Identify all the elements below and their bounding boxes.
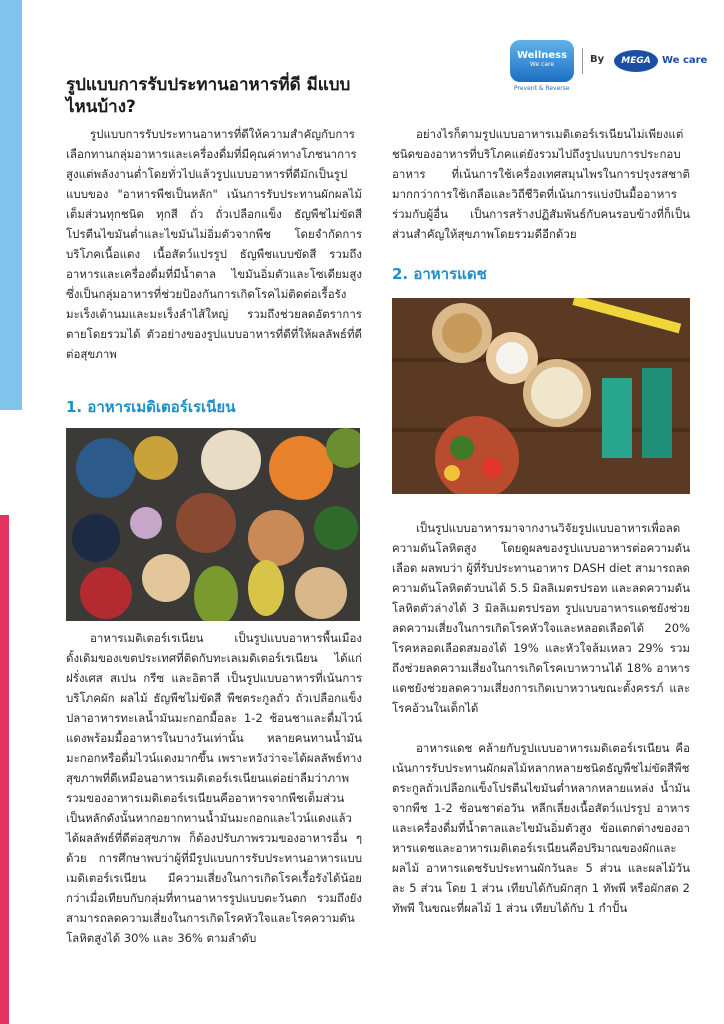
decorative-blue-stripe	[0, 0, 22, 410]
logo-divider	[582, 48, 583, 74]
section2-paragraph-2: อาหารแดช คล้ายกับรูปแบบอาหารเมดิเตอร์เรเนียน คือเน้นการรับประทานผักผลไม้หลากหลายชนิดธัญพืชไม่ขัดสีพืชตระกูลถั่วเปลือกแข็งโปรตีนไขมันต่ำหลากหลายแหล่ง น้ำมันจากพืช 1-2 ช้อนชาต่อวัน หลีกเลี่ยงเนื้อสัตว์แปรรูป อาหารและเครื่องดื่มที่น้ำตาลและไขมันอิ่มตัวสูง ข้อแตกต่างของอาหารแดชและอาหารเมดิเตอร์เรเนียนคือปริมาณของผักและผลไม้ อาหารแดชรับประทานผักวันละ 5 ส่วน และผลไม้วันละ 5 ส่วน โดย 1 ส่วน เทียบได้กับผักสุก 1 ทัพพี หรือผักสด 2 ทัพพี ในขณะที่ผลไม้ 1 ส่วน เทียบได้กับ 1 กำปั้น	[392, 741, 690, 915]
dash-diet-food-photo	[392, 298, 690, 494]
wellness-logo-badge	[510, 40, 574, 82]
decorative-pink-stripe	[0, 515, 9, 1024]
brand-logo	[510, 40, 710, 100]
mediterranean-food-photo	[66, 428, 360, 621]
intro-paragraph: รูปแบบการรับประทานอาหารที่ดีให้ความสำคัญกับการเลือกทานกลุ่มอาหารและเครื่องดื่มที่มีคุณค่าทางโภชนาการสูงแต่พลังงานต่ำโดยทั่วไปแล้วรูปแบบอาหารที่ดีมักเป็นรูปแบบของ "อาหารพืชเป็นหลัก" เน้นการรับประทานผักผลไม้เต็มส่วนทุกชนิด ทุกสี ถั่ว ถั่วเปลือกแข็ง ธัญพืชไม่ขัดสี โปรตีนไขมันต่ำและไขมันไม่อิ่มตัวจากพืช โดยจำกัดการบริโภคเนื้อแดง เนื้อสัตว์แปรรูป ธัญพืชแบบขัดสี รวมถึงอาหารและเครื่องดื่มที่มีน้ำตาล ไขมันอิ่มตัวและโซเดียมสูง ซึ่งเป็นกลุ่มอาหารที่ช่วยป้องกันการเกิดโรคไม่ติดต่อเรื้อรัง มะเร็งเต้านมและมะเร็งลำไส้ใหญ่ รวมถึงช่วยลดอัตราการตายโดยรวมได้ ตัวอย่างของรูปแบบอาหารที่ดีที่ให้ผลลัพธ์ที่ดีต่อสุขภาพ	[66, 127, 362, 361]
section2-heading: 2. อาหารแดช	[392, 265, 487, 283]
section1-continued-paragraph: อย่างไรก็ตามรูปแบบอาหารเมดิเตอร์เรเนียนไม่เพียงแต่ชนิดของอาหารที่บริโภคแต่ยังรวมไปถึงรูปแบบการประกอบอาหาร ที่เน้นการใช้เครื่องเทศสมุนไพรในการปรุงรสชาติมากกว่าการใช้เกลือและวิถีชีวิตที่เน้นการแบ่งปันมื้ออาหารร่วมกับผู้อื่น เป็นการสร้างปฏิสัมพันธ์กับคนรอบข้างที่ก็เป็นส่วนสำคัญให้สุขภาพโดยรวมดีอีกด้วย	[392, 127, 690, 241]
article-title: รูปแบบการรับประทานอาหารที่ดี มีแบบไหนบ้าง?	[66, 75, 351, 117]
mega-we-care-text: We care	[662, 55, 708, 66]
logo-by-text: By	[590, 54, 605, 65]
section2-paragraph: เป็นรูปแบบอาหารมาจากงานวิจัยรูปแบบอาหารเพื่อลดความดันโลหิตสูง โดยดูผลของรูปแบบอาหารต่อความดันเลือด ผลพบว่า ผู้ที่รับประทานอาหาร DASH diet สามารถลดความดันโลหิตตัวบนได้ 5.5 มิลลิเมตรปรอท และลดความดันโลหิตตัวล่างได้ 3 มิลลิเมตรปรอท รูปแบบอาหารแดชยังช่วยลดความเสี่ยงในการเกิดโรคหัวใจและหลอดเลือดได้ 20% โรคหลอดเลือดสมองได้ 19% และหัวใจล้มเหลว 29% รวมถึงช่วยลดความเสี่ยงในการเกิดโรคเบาหวานได้ 18% อาหารแดชยังช่วยลดความเสี่ยงการเกิดเบาหวานขณะตั้งครรภ์ และโรคอ้วนในเด็กได้	[392, 521, 690, 715]
wellness-brand-sub: We care	[529, 61, 555, 68]
section1-paragraph: อาหารเมดิเตอร์เรเนียน เป็นรูปแบบอาหารพื้นเมืองดั้งเดิมของเขตประเทศที่ติดกับทะเลเมดิเตอร์เรเนียน ได้แก่ ฝรั่งเศส สเปน กรีซ และอิตาลี เป็นรูปแบบอาหารที่เน้นการบริโภคผัก ผลไม้ ธัญพืชไม่ขัดสี พืชตระกูลถั่ว ถั่วเปลือกแข็ง ปลาอาหารทะเลน้ำมันมะกอกมื้อละ 1-2 ช้อนชาและดื่มไวน์แดงพร้อมมื้ออาหารในบางวันเท่านั้น หลายคนทานน้ำมันมะกอกหรือดื่มไวน์แดงมากขึ้น เพราะหวังว่าจะได้ผลลัพธ์ทางสุขภาพที่ดีเหมือนอาหารเมดิเตอร์เรเนียนแต่อย่าลืมว่าภาพรวมของอาหารเมดิเตอร์เรเนียนคืออาหารจากพืชเต็มส่วนเป็นหลักดังนั้นหากอยากทานน้ำมันมะกอกและไวน์แดงแล้วได้ผลลัพธ์ที่ดีต่อสุขภาพ ก็ต้องปรับภาพรวมของอาหารอื่น ๆ ด้วย การศึกษาพบว่าผู้ที่มีรูปแบบการรับประทานอาหารแบบเมดิเตอร์เรเนียน มีความเสี่ยงในการเกิดโรคเรื้อรังได้น้อยกว่าเมื่อเทียบกับกลุ่มที่ทานอาหารรูปแบบตะวันตก รวมถึงยังสามารถลดความเสี่ยงในการเกิดโรคหัวใจและโรคความดันโลหิตสูงได้ 30% และ 36% ตามลำดับ	[66, 631, 362, 945]
wellness-tagline: Prevent & Reverse	[514, 85, 570, 92]
mega-logo: MEGA	[614, 50, 658, 72]
wellness-brand-text: Wellness	[516, 50, 568, 61]
section1-heading: 1. อาหารเมดิเตอร์เรเนียน	[66, 398, 236, 416]
